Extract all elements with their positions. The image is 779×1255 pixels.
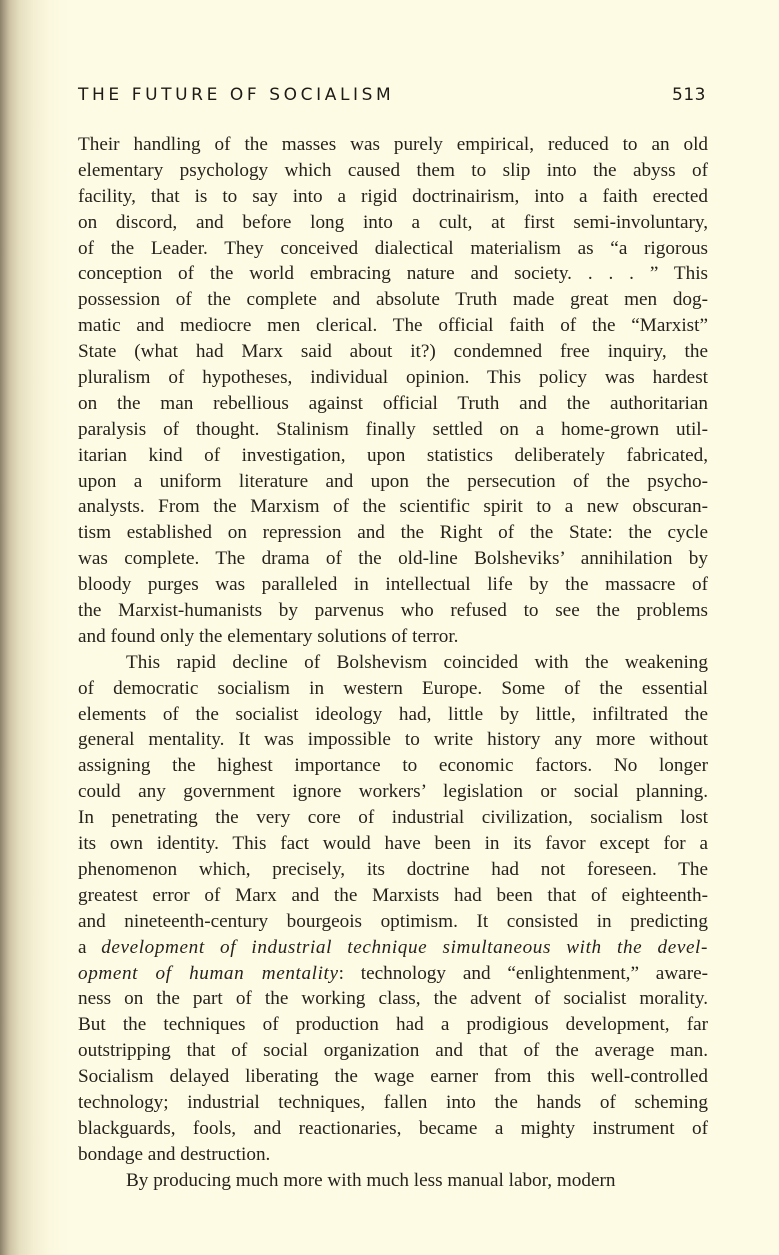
- text-segment: matic and mediocre men clerical. The official faith of the “Marxist”: [78, 315, 708, 337]
- text-segment: elementary psychology which caused them to slip into the abyss of: [78, 159, 708, 181]
- paragraph: [78, 132, 708, 650]
- text-line: [78, 727, 708, 753]
- text-segment: facility, that is to say into a rigid doctrinairism, into a faith erected: [78, 185, 708, 207]
- text-line: [78, 857, 708, 883]
- text-segment: tism established on repression and the Right of the State: the cycle: [78, 522, 708, 544]
- text-segment: phenomenon which, precisely, its doctrine had not foreseen. The: [78, 858, 708, 880]
- text-segment: of the Leader. They conceived dialectical materialism as “a rigorous: [78, 237, 708, 259]
- text-segment: : technology and “enlightenment,” aware-: [338, 962, 708, 984]
- text-line: [78, 779, 708, 805]
- text-line: [78, 831, 708, 857]
- text-segment: and nineteenth-century bourgeois optimism. It consisted in predicting: [78, 910, 708, 932]
- text-line: [78, 650, 708, 676]
- text-line: [78, 1142, 708, 1168]
- text-segment: conception of the world embracing nature and society. . . . ” This: [78, 263, 708, 285]
- text-line: [78, 1116, 708, 1142]
- text-line: [78, 572, 708, 598]
- text-line: [78, 805, 708, 831]
- running-head-title: THE FUTURE OF SOCIALISM: [78, 85, 395, 105]
- text-line: [78, 261, 708, 287]
- text-line: [78, 986, 708, 1012]
- text-segment: possession of the complete and absolute Truth made great men dog-: [78, 289, 708, 311]
- text-segment: on discord, and before long into a cult, at first semi-involuntary,: [78, 211, 708, 233]
- text-segment: paralysis of thought. Stalinism finally settled on a home-grown util-: [78, 418, 708, 440]
- text-line: [78, 624, 708, 650]
- text-line: [78, 909, 708, 935]
- text-line: [78, 935, 708, 961]
- text-segment: the Marxist-humanists by parvenus who refused to see the problems: [78, 600, 708, 622]
- text-line: [78, 520, 708, 546]
- italic-text: opment of human mentality: [78, 962, 339, 984]
- text-segment: This rapid decline of Bolshevism coincided with the weakening: [126, 651, 708, 673]
- text-segment: of democratic socialism in western Europe. Some of the essential: [78, 677, 708, 699]
- text-segment: elements of the socialist ideology had, little by little, infiltrated the: [78, 703, 708, 725]
- text-segment: pluralism of hypotheses, individual opinion. This policy was hardest: [78, 367, 708, 389]
- text-line: [78, 961, 708, 987]
- text-segment: analysts. From the Marxism of the scientific spirit to a new obscuran-: [78, 496, 708, 518]
- text-line: [78, 132, 708, 158]
- text-segment: Socialism delayed liberating the wage earner from this well-controlled: [78, 1066, 708, 1088]
- text-segment: outstripping that of social organization and that of the average man.: [78, 1040, 708, 1062]
- text-segment: assigning the highest importance to economic factors. No longer: [78, 755, 708, 777]
- text-segment: technology; industrial techniques, fallen into the hands of scheming: [78, 1091, 708, 1113]
- text-line: [78, 1168, 708, 1194]
- text-segment: blackguards, fools, and reactionaries, became a mighty instrument of: [78, 1117, 708, 1139]
- text-line: [78, 417, 708, 443]
- body-text: [78, 132, 708, 1194]
- text-line: [78, 753, 708, 779]
- text-segment: greatest error of Marx and the Marxists had been that of eighteenth-: [78, 884, 708, 906]
- paragraph: [78, 1168, 708, 1194]
- text-segment: upon a uniform literature and upon the persecution of the psycho-: [78, 470, 708, 492]
- text-line: [78, 598, 708, 624]
- text-segment: ness on the part of the working class, the advent of socialist morality.: [78, 988, 708, 1010]
- text-line: [78, 443, 708, 469]
- italic-text: development of industrial technique simultaneous with the devel-: [101, 936, 708, 958]
- running-head: [78, 85, 706, 111]
- text-line: [78, 1090, 708, 1116]
- text-line: [78, 236, 708, 262]
- text-line: [78, 365, 708, 391]
- text-segment: itarian kind of investigation, upon statistics deliberately fabricated,: [78, 444, 708, 466]
- page-number: 513: [672, 85, 706, 105]
- text-line: [78, 1012, 708, 1038]
- text-segment: general mentality. It was impossible to write history any more without: [78, 729, 708, 751]
- text-line: [78, 158, 708, 184]
- text-line: [78, 1038, 708, 1064]
- text-line: [78, 883, 708, 909]
- text-line: [78, 287, 708, 313]
- text-segment: its own identity. This fact would have been in its favor except for a: [78, 833, 708, 855]
- text-line: [78, 702, 708, 728]
- paragraph: [78, 650, 708, 1168]
- text-segment: was complete. The drama of the old-line Bolsheviks’ annihilation by: [78, 548, 708, 570]
- text-segment: could any government ignore workers’ legislation or social planning.: [78, 781, 708, 803]
- text-line: [78, 676, 708, 702]
- text-segment: In penetrating the very core of industrial civilization, socialism lost: [78, 807, 708, 829]
- text-segment: By producing much more with much less manual labor, modern: [126, 1169, 616, 1191]
- text-line: [78, 313, 708, 339]
- text-segment: bondage and destruction.: [78, 1143, 271, 1165]
- text-segment: State (what had Marx said about it?) condemned free inquiry, the: [78, 341, 708, 363]
- text-segment: and found only the elementary solutions of terror.: [78, 625, 459, 647]
- text-line: [78, 469, 708, 495]
- text-line: [78, 391, 708, 417]
- text-segment: a: [78, 936, 102, 958]
- text-line: [78, 339, 708, 365]
- text-line: [78, 546, 708, 572]
- text-line: [78, 1064, 708, 1090]
- text-line: [78, 494, 708, 520]
- text-segment: bloody purges was paralleled in intellectual life by the massacre of: [78, 574, 708, 596]
- text-segment: But the techniques of production had a prodigious development, far: [78, 1014, 708, 1036]
- text-line: [78, 184, 708, 210]
- text-segment: on the man rebellious against official Truth and the authoritarian: [78, 392, 708, 414]
- text-segment: Their handling of the masses was purely empirical, reduced to an old: [78, 134, 708, 155]
- text-line: [78, 210, 708, 236]
